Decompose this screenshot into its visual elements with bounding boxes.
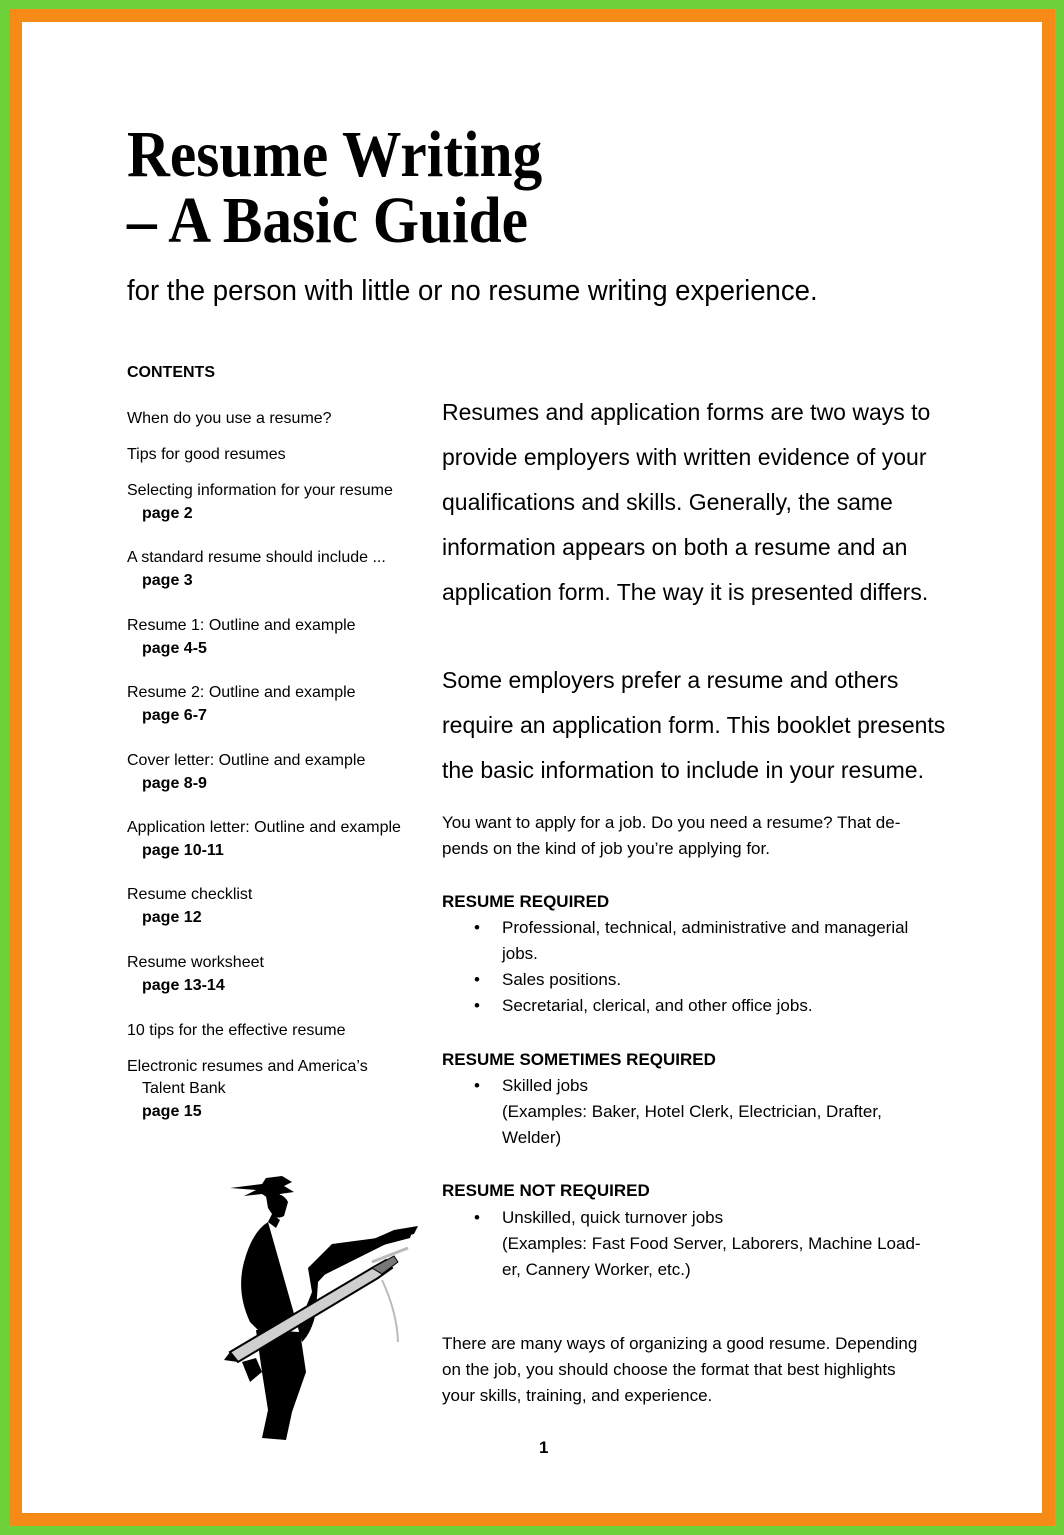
text-line: on the job, you should choose the format that best highlights — [442, 1360, 896, 1379]
toc-item-text: Resume checklist — [127, 886, 253, 903]
list-item — [442, 1205, 962, 1283]
question-paragraph — [442, 810, 962, 862]
toc-page-ref: page 6-7 — [142, 707, 207, 724]
text-line: You want to apply for a job. Do you need a resume? That de- — [442, 813, 901, 832]
closing-paragraph — [442, 1331, 962, 1409]
toc-page-ref: page 8-9 — [142, 775, 207, 792]
toc-item-text: Resume worksheet — [127, 954, 264, 971]
text-line: Welder) — [502, 1128, 562, 1147]
sometimes-list — [442, 1073, 962, 1151]
text-line: Unskilled, quick turnover jobs — [502, 1208, 724, 1227]
title-line-1: Resume Writing — [127, 118, 543, 191]
toc-page-ref: page 3 — [142, 572, 193, 589]
text-line: require an application form. This booklet presents — [442, 712, 946, 738]
toc-item-text: Application letter: Outline and example — [127, 819, 401, 836]
text-line: Sales positions. — [502, 970, 622, 989]
toc-item[interactable] — [127, 1020, 427, 1042]
text-line: (Examples: Baker, Hotel Clerk, Electrician, Drafter, — [502, 1102, 882, 1121]
list-item — [442, 967, 962, 993]
text-line: Secretarial, clerical, and other office jobs. — [502, 996, 813, 1015]
not-required-list — [442, 1205, 962, 1283]
toc-item[interactable] — [127, 884, 427, 929]
text-line: the basic information to include in your resume. — [442, 757, 924, 783]
section-heading-required: RESUME REQUIRED — [442, 892, 610, 911]
text-line: your skills, training, and experience. — [442, 1386, 713, 1405]
toc-page-ref: page 15 — [142, 1103, 202, 1120]
intro-paragraph-1 — [442, 390, 962, 615]
toc-page-ref: page 2 — [142, 505, 193, 522]
toc-item[interactable] — [127, 615, 427, 660]
text-line: Skilled jobs — [502, 1076, 588, 1095]
contents-heading: CONTENTS — [127, 364, 215, 381]
toc-item-text: When do you use a resume? — [127, 410, 332, 427]
toc-item-text: Cover letter: Outline and example — [127, 752, 366, 769]
toc-page-ref: page 13-14 — [142, 977, 225, 994]
toc-page-ref: page 4-5 — [142, 640, 207, 657]
bullet-icon: • — [474, 918, 480, 937]
text-line: (Examples: Fast Food Server, Laborers, Machine Load- — [502, 1234, 921, 1253]
text-line: application form. The way it is presented differs. — [442, 579, 929, 605]
bullet-icon: • — [474, 1208, 480, 1227]
toc-item[interactable] — [127, 480, 427, 525]
toc-item[interactable] — [127, 547, 427, 592]
text-line: provide employers with written evidence of your — [442, 444, 927, 470]
toc-item-text: Electronic resumes and America’s — [127, 1058, 368, 1075]
toc-item[interactable] — [127, 682, 427, 727]
bullet-icon: • — [474, 970, 480, 989]
toc-item-text-cont: Talent Bank — [142, 1080, 226, 1097]
toc-item[interactable] — [127, 444, 427, 466]
text-line: qualifications and skills. Generally, the same — [442, 489, 893, 515]
text-line: jobs. — [502, 944, 538, 963]
section-heading-not-required: RESUME NOT REQUIRED — [442, 1181, 650, 1200]
toc-item-text: Tips for good resumes — [127, 446, 286, 463]
toc-item-text: Selecting information for your resume — [127, 482, 393, 499]
text-line: er, Cannery Worker, etc.) — [502, 1260, 691, 1279]
toc-item-text: Resume 1: Outline and example — [127, 617, 356, 634]
text-line: Professional, technical, administrative and managerial — [502, 918, 909, 937]
toc-item[interactable] — [127, 952, 427, 997]
required-list — [442, 915, 962, 1019]
toc-page-ref: page 12 — [142, 909, 202, 926]
page-number: 1 — [539, 1438, 549, 1457]
text-line: Resumes and application forms are two ways to — [442, 399, 931, 425]
bullet-icon: • — [474, 996, 480, 1015]
document-page — [22, 22, 1042, 1513]
text-line: information appears on both a resume and an — [442, 534, 908, 560]
page-title — [127, 118, 543, 257]
woman-with-pen-icon — [222, 1172, 422, 1447]
toc-item[interactable] — [127, 1056, 427, 1123]
list-item — [442, 993, 962, 1019]
text-line: pends on the kind of job you’re applying for. — [442, 839, 770, 858]
text-line: Some employers prefer a resume and others — [442, 667, 899, 693]
bullet-icon: • — [474, 1076, 480, 1095]
section-heading-sometimes: RESUME SOMETIMES REQUIRED — [442, 1050, 716, 1069]
text-line: There are many ways of organizing a good resume. Depending — [442, 1334, 918, 1353]
toc-item[interactable] — [127, 750, 427, 795]
list-item — [442, 915, 962, 967]
toc-item-text: Resume 2: Outline and example — [127, 684, 356, 701]
toc-item[interactable] — [127, 817, 427, 862]
subtitle: for the person with little or no resume writing experience. — [127, 275, 818, 307]
toc-page-ref: page 10-11 — [142, 842, 224, 859]
toc-item-text: 10 tips for the effective resume — [127, 1022, 346, 1039]
intro-paragraph-2 — [442, 658, 962, 793]
toc-item[interactable] — [127, 408, 427, 430]
title-line-2: – A Basic Guide — [127, 184, 529, 257]
list-item — [442, 1073, 962, 1151]
toc-item-text: A standard resume should include ... — [127, 549, 386, 566]
